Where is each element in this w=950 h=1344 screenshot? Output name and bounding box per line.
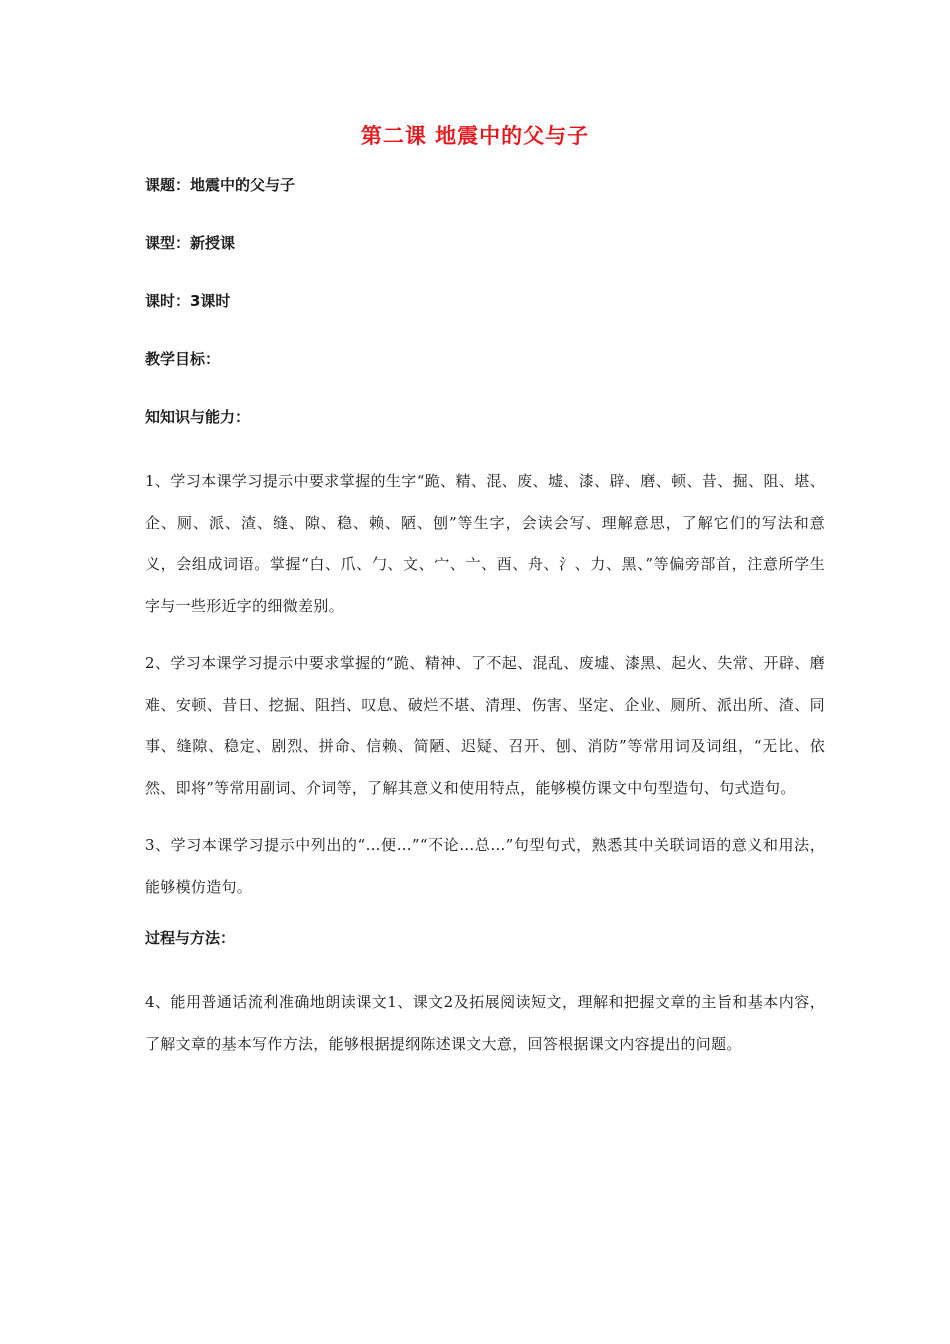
paragraph-2: 2、学习本课学习提示中要求掌握的“跪、精神、了不起、混乱、废墟、漆黑、起火、失常、开辟、磨难、安顿、昔日、挖掘、阻挡、叹息、破烂不堪、清理、伤害、坚定、企业、厕所、派出所、渣、同事、缝隙、稳定、剧烈、拼命、信赖、简陋、迟疑、召开、刨、消防”等常用词及词组，“无比、依然、即将”等常用副词、介词等，了解其意义和使用特点，能够模仿课文中句型造句、句式造句。 bbox=[145, 654, 825, 797]
document-title: 第二课 地震中的父与子 bbox=[360, 124, 590, 148]
lesson-hours: 课时：3课时 bbox=[145, 292, 231, 310]
process-heading: 过程与方法： bbox=[145, 929, 236, 947]
lesson-subject: 课题：地震中的父与子 bbox=[145, 176, 296, 194]
paragraph-1: 1、学习本课学习提示中要求掌握的生字“跪、精、混、废、墟、漆、辟、磨、顿、昔、掘、阻、堪、企、厕、派、渣、缝、隙、稳、赖、陋、刨”等生字，会读会写、理解意思，了解它们的写法和意义，会组成词语。掌握“白、爪、勹、文、宀、亠、酉、舟、氵、力、黑、”等偏旁部首，注意所学生字与一些形近字的细微差别。 bbox=[145, 472, 825, 615]
paragraph-4: 4、能用普通话流利准确地朗读课文1、课文2及拓展阅读短文，理解和把握文章的主旨和基本内容，了解文章的基本写作方法，能够根据提纲陈述课文大意，回答根据课文内容提出的问题。 bbox=[145, 993, 825, 1053]
document-body bbox=[145, 171, 825, 1081]
paragraph-3: 3、学习本课学习提示中列出的“…便…”“不论…总…”句型句式，熟悉其中关联词语的意义和用法，能够模仿造句。 bbox=[145, 836, 825, 896]
lesson-type: 课型：新授课 bbox=[145, 234, 236, 252]
objectives-heading: 教学目标： bbox=[145, 350, 221, 368]
knowledge-heading: 知知识与能力： bbox=[145, 408, 251, 426]
